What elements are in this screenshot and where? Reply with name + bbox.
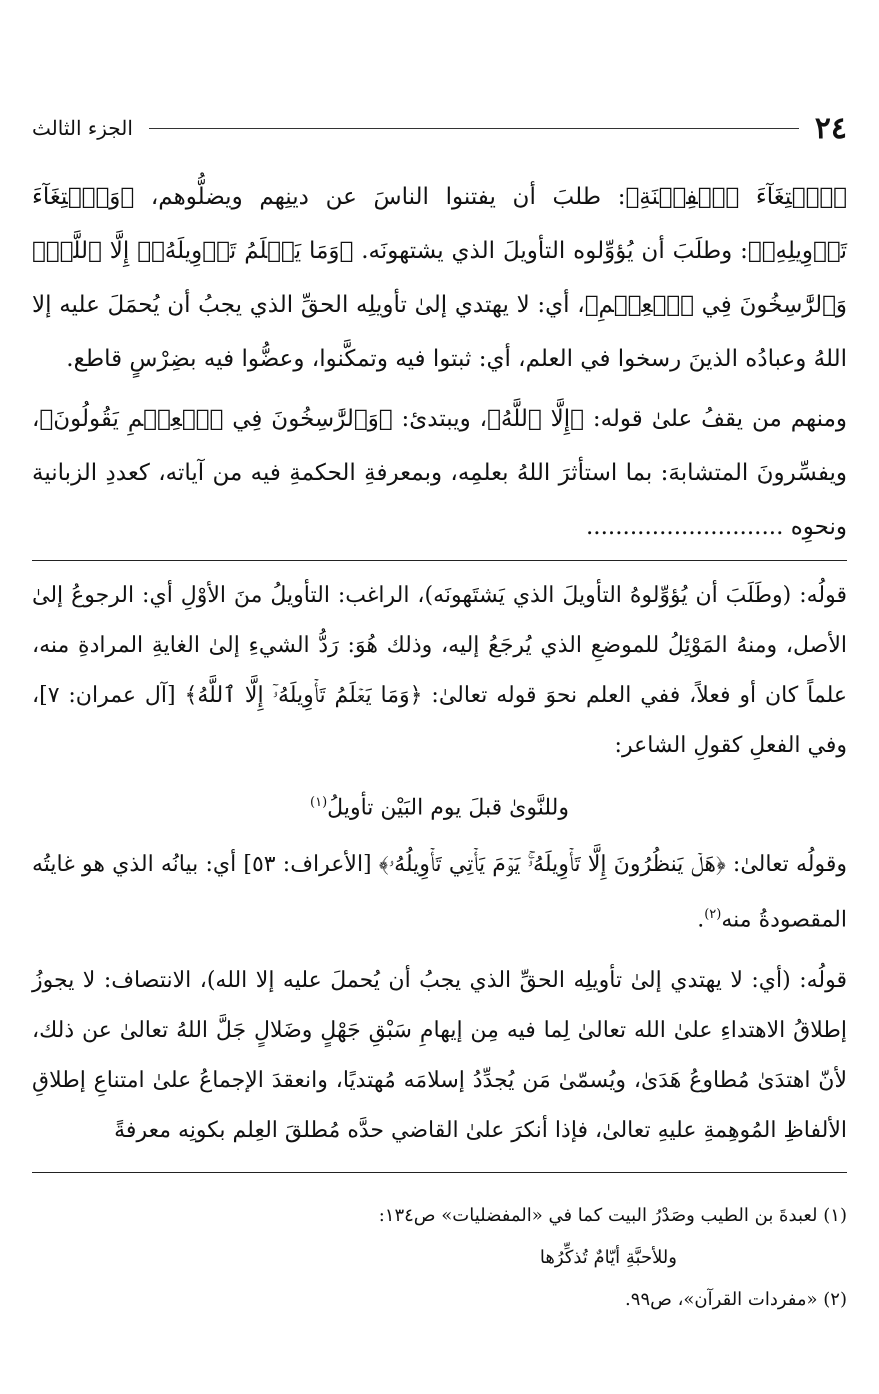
footnotes xyxy=(32,1195,847,1321)
main-paragraph-1: ﴿ٱبۡتِغَآءَ ٱلۡفِتۡنَةِ﴾: طلبَ أن يفتنوا الناسَ عن دينِهم ويضلُّوهم، ﴿وَٱبۡتِغَآءَ تَأۡوِيلِهِۦ﴾: وطلَبَ أن يُؤوِّلوه التأويلَ الذي يشتهونَه. ﴿وَمَا يَعۡلَمُ تَأۡوِيلَهُۥٓ إِلَّا ٱللَّهُۗ وَٱلرَّٰسِخُونَ فِي ٱلۡعِلۡمِ﴾، أي: لا يهتدي إلىٰ تأويلِه الحقِّ الذي يجبُ أن يُحمَلَ عليه إلا اللهُ وعبادُه الذينَ رسخوا في العلم، أي: ثبتوا فيه وتمكَّنوا، وعضُّوا فيه بضِرْسٍ قاطع. xyxy=(32,184,847,372)
commentary xyxy=(32,571,847,1156)
header-rule xyxy=(149,128,799,129)
commentary-divider xyxy=(32,560,847,561)
footnote-1-verse: وللأحبَّةِ أيّامٌ تُذكِّرُها xyxy=(539,1246,677,1268)
footnote-2: (٢) «مفردات القرآن»، ص٩٩. xyxy=(625,1288,847,1310)
footnote-1: (١) لعبدةَ بن الطيب وصَدْرُ البيت كما في «المفضليات» ص١٣٤: xyxy=(378,1204,847,1226)
footnote-divider xyxy=(32,1172,847,1173)
verse-text: وللنَّوىٰ قبلَ يوم البَيْن تأويلُ xyxy=(327,795,569,821)
commentary-paragraph-3: قولُه: (أي: لا يهتدي إلىٰ تأويلِه الحقِّ الذي يجبُ أن يُحملَ عليه إلا الله)، الانتصاف: لا يجوزُ إطلاقُ الاهتداءِ علىٰ الله تعالىٰ لِما فيه مِن إيهامِ سَبْقِ جَهْلٍ وضَلالٍ جَلَّ اللهُ تعالىٰ عن ذلك، لأنّ اهتدَىٰ مُطاوعُ هَدَىٰ، ويُسمّىٰ مَن يُجدِّدُ إسلامَه مُهتديًا، وانعقدَ الإجماعُ علىٰ امتناعِ إطلاقِ الألفاظِ المُوهِمةِ عليهِ تعالىٰ، فإذا أنكرَ علىٰ القاضي حدَّه مُطلقَ العِلم بكونِه معرفةً xyxy=(32,967,847,1143)
main-paragraph-2: ومنهم من يقفُ علىٰ قوله: ﴿إِلَّا ٱللَّهُ﴾، ويبتدئ: ﴿وَٱلرَّٰسِخُونَ فِي ٱلۡعِلۡمِ يَقُولُونَ﴾، ويفسِّرونَ المتشابهَ: بما استأثرَ اللهُ بعلمِه، وبمعرفةِ الحكمةِ فيه من آياته، كعددِ الزبانية ونحوِه ........................... xyxy=(32,406,847,540)
commentary-paragraph-2-end: . xyxy=(697,907,705,933)
poetry-verse xyxy=(32,775,847,836)
part-title: الجزء الثالث xyxy=(32,116,133,140)
commentary-paragraph-1: قولُه: (وطَلَبَ أن يُؤوِّلوهُ التأويلَ الذي يَشتَهونَه)، الراغب: التأويلُ منَ الأوْلِ أي: الرجوعُ إلىٰ الأصل، ومنهُ المَوْئِلُ للموضعِ الذي يُرجَعُ إليه، وذلك هُوَ: رَدُّ الشيءِ إلىٰ الغايةِ المرادةِ منه، علماً كان أو فعلاً، ففي العلم نحوَ قوله تعالىٰ: ﴿وَمَا يَعۡلَمُ تَأۡوِيلَهُۥٓ إِلَّا ٱللَّهُ﴾ [آل عمران: ٧]، وفي الفعلِ كقولِ الشاعر: xyxy=(32,583,847,758)
page-number: ٢٤ xyxy=(814,110,847,146)
page-header xyxy=(32,108,847,148)
main-text xyxy=(32,170,847,554)
commentary-paragraph-2 xyxy=(32,840,847,945)
page xyxy=(32,108,847,1321)
footnote-ref-1[interactable]: (١) xyxy=(310,795,328,810)
footnote-ref-2[interactable]: (٢) xyxy=(704,907,722,923)
commentary-paragraph-2-text: وقولُه تعالىٰ: ﴿هَلۡ يَنظُرُونَ إِلَّا تَأۡوِيلَهُۥۚ يَوۡمَ يَأۡتِي تَأۡوِيلُهُۥ﴾ [الأعراف: ٥٣] أي: بيانُه الذي هو غايتُه المقصودةُ منه xyxy=(32,852,847,933)
